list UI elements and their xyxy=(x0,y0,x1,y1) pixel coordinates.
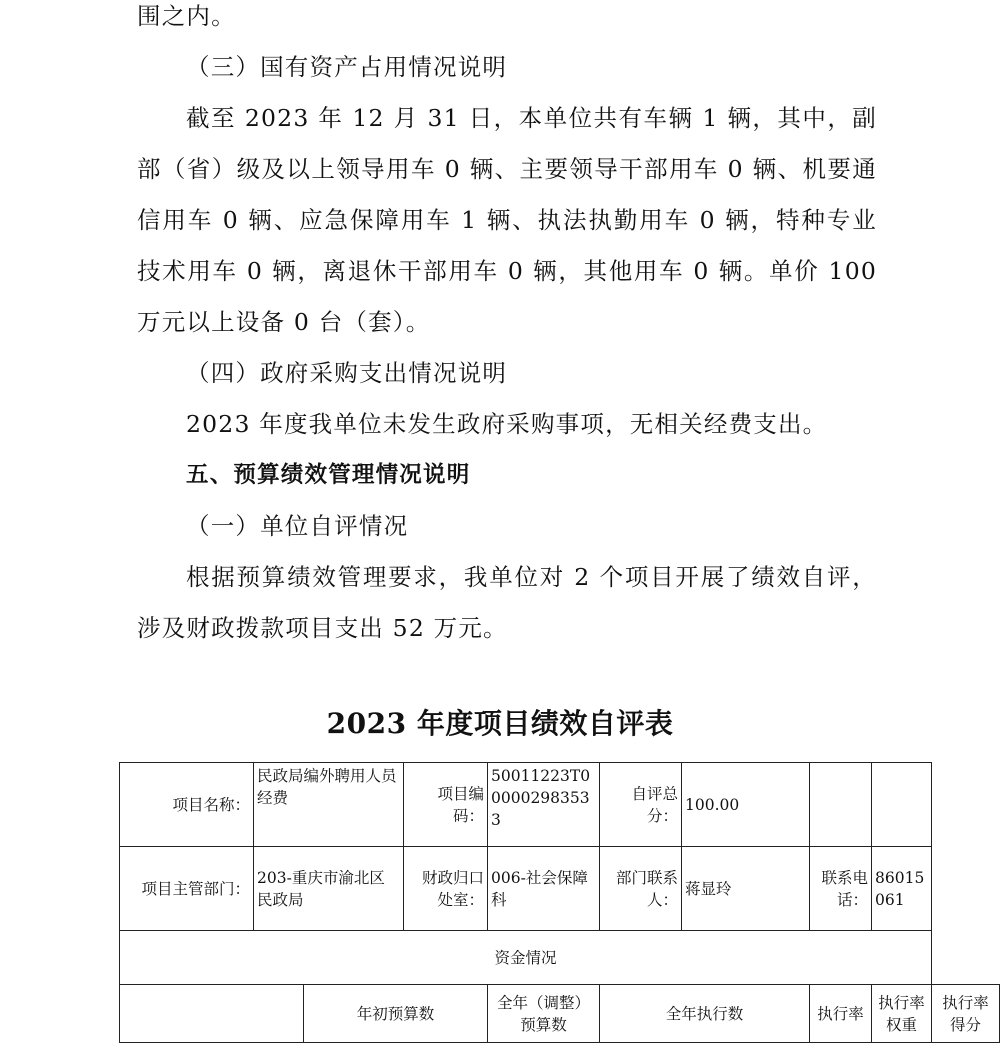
section-heading-performance: 五、预算绩效管理情况说明 xyxy=(186,462,471,488)
project-code-label: 项目编码： xyxy=(404,763,488,847)
self-eval-total-value: 100.00 xyxy=(682,763,810,847)
self-eval-total-label: 自评总分： xyxy=(600,763,682,847)
paragraph-procurement: 2023 年度我单位未发生政府采购事项，无相关经费支出。 xyxy=(186,410,828,438)
document-body xyxy=(137,0,877,654)
phone-value: 86015061 xyxy=(872,847,932,931)
project-name-value: 民政局编外聘用人员经费 xyxy=(254,763,404,847)
section-heading-procurement: （四）政府采购支出情况说明 xyxy=(186,359,508,387)
project-name-label: 项目名称： xyxy=(120,763,254,847)
table-row xyxy=(120,847,1000,931)
col-exec-rate: 执行率 xyxy=(810,985,872,1043)
col-initial-budget: 年初预算数 xyxy=(304,985,488,1043)
table-row xyxy=(120,763,1000,847)
paragraph-vehicles: 截至 2023 年 12 月 31 日，本单位共有车辆 1 辆，其中，副部（省）级及以上领导用车 0 辆、主要领导干部用车 0 辆、机要通信用车 0 辆、应急保障用车 1 辆、执法执勤用车 0 辆，特种专业技术用车 0 辆，离退休干部用车 0 辆，其他用车 0 辆。单价 100 万元以上设备 0 台（套）。 xyxy=(137,104,877,336)
empty-cell xyxy=(872,763,932,847)
subsection-heading-self-eval: （一）单位自评情况 xyxy=(186,512,409,540)
paragraph-self-eval: 根据预算绩效管理要求，我单位对 2 个项目开展了绩效自评，涉及财政拨款项目支出 52 万元。 xyxy=(137,563,877,642)
section-heading-state-assets: （三）国有资产占用情况说明 xyxy=(186,53,508,81)
contact-person-value: 蒋显玲 xyxy=(682,847,810,931)
empty-cell xyxy=(810,763,872,847)
paragraph-continuation: 围之内。 xyxy=(137,2,236,30)
contact-person-label: 部门联系人： xyxy=(600,847,682,931)
table-row xyxy=(120,985,1000,1043)
col-execution: 全年执行数 xyxy=(600,985,810,1043)
performance-evaluation-table xyxy=(119,762,1000,1043)
finance-office-label: 财政归口处室： xyxy=(404,847,488,931)
col-exec-score: 执行率得分 xyxy=(932,985,1000,1043)
col-adjusted-budget: 全年（调整）预算数 xyxy=(488,985,600,1043)
phone-label: 联系电话： xyxy=(810,847,872,931)
table-title: 2023 年度项目绩效自评表 xyxy=(326,707,674,740)
table-row xyxy=(120,931,1000,985)
col-exec-weight: 执行率权重 xyxy=(872,985,932,1043)
dept-label: 项目主管部门： xyxy=(120,847,254,931)
project-code-value: 50011223T000002983533 xyxy=(488,763,600,847)
funds-section-header: 资金情况 xyxy=(120,931,932,985)
finance-office-value: 006-社会保障科 xyxy=(488,847,600,931)
dept-value: 203-重庆市渝北区民政局 xyxy=(254,847,404,931)
empty-cell xyxy=(120,985,304,1043)
